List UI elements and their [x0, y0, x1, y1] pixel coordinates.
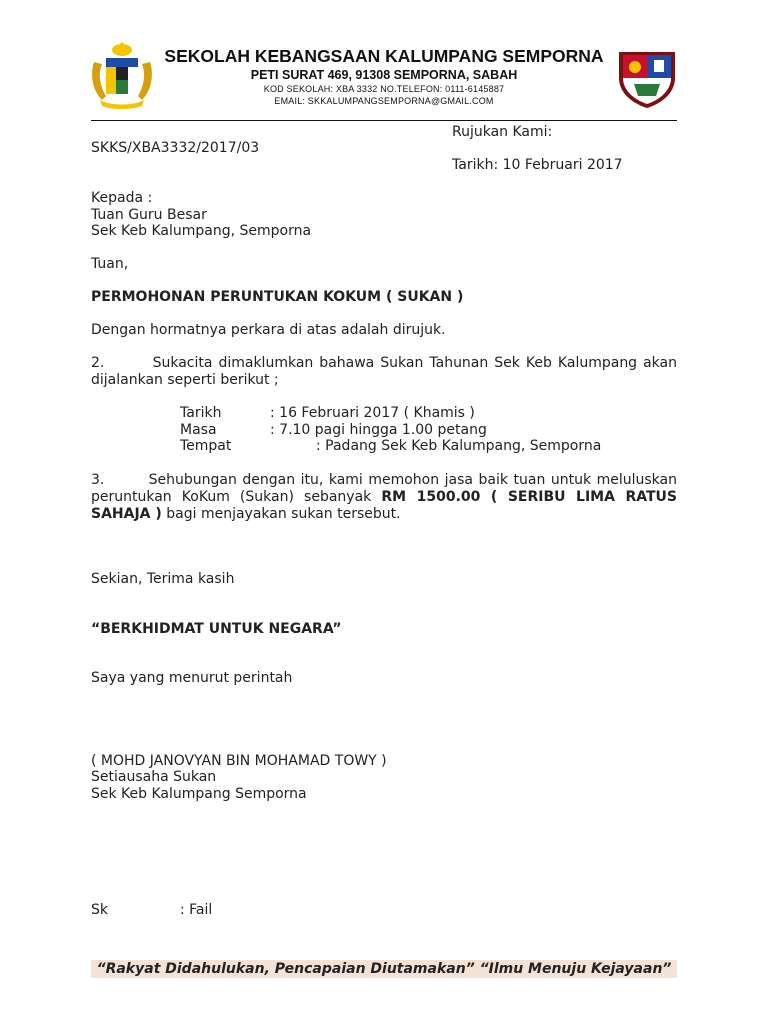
slogan: “BERKHIDMAT UNTUK NEGARA” [91, 621, 342, 637]
header-divider [91, 120, 677, 121]
school-address: PETI SURAT 469, 91308 SEMPORNA, SABAH [250, 68, 518, 82]
letter-date: Tarikh: 10 Februari 2017 [452, 157, 623, 173]
order-text: Saya yang menurut perintah [91, 670, 293, 686]
signer-org: Sek Keb Kalumpang Semporna [91, 786, 307, 802]
school-codes: KOD SEKOLAH: XBA 3332 NO.TELEFON: 0111-6145887 [263, 84, 505, 94]
paragraph-3-line-2: peruntukan KoKum (Sukan) sebanyak RM 1500.00 ( SERIBU LIMA RATUS [91, 489, 677, 505]
amount-text: RM 1500.00 ( SERIBU LIMA RATUS [381, 489, 677, 505]
signer-name: ( MOHD JANOVYAN BIN MOHAMAD TOWY ) [91, 753, 387, 769]
amount-words-end: SAHAJA ) [91, 506, 162, 522]
recipient-label: Kepada : [91, 190, 153, 206]
footer-motto: “Rakyat Didahulukan, Pencapaian Diutamakan” “Ilmu Menuju Kejayaan” [91, 960, 677, 978]
detail-label-date: Tarikh [180, 405, 222, 421]
recipient-name: Tuan Guru Besar [91, 207, 207, 223]
school-name: SEKOLAH KEBANGSAAN KALUMPANG SEMPORNA [164, 46, 604, 66]
letter-subject: PERMOHONAN PERUNTUKAN KOKUM ( SUKAN ) [91, 289, 464, 305]
closing-text: Sekian, Terima kasih [91, 571, 235, 587]
reference-number: SKKS/XBA3332/2017/03 [91, 140, 260, 156]
school-email: EMAIL: SKKALUMPANGSEMPORNA@GMAIL.COM [274, 96, 494, 106]
signer-title: Setiausaha Sukan [91, 769, 217, 785]
paragraph-3-line-3: SAHAJA ) bagi menjayakan sukan tersebut. [91, 506, 401, 522]
detail-label-time: Masa [180, 422, 217, 438]
cc-label: Sk [91, 902, 108, 918]
salutation: Tuan, [91, 256, 129, 272]
paragraph-2-line-1: 2. Sukacita dimaklumkan bahawa Sukan Tahunan Sek Keb Kalumpang akan [91, 355, 677, 371]
intro-paragraph: Dengan hormatnya perkara di atas adalah dirujuk. [91, 322, 446, 338]
paragraph-2-line-2: dijalankan seperti berikut ; [91, 372, 279, 388]
detail-value-place: : Padang Sek Keb Kalumpang, Semporna [316, 438, 602, 454]
paragraph-3-line-1: 3. Sehubungan dengan itu, kami memohon jasa baik tuan untuk meluluskan [91, 472, 677, 488]
recipient-org: Sek Keb Kalumpang, Semporna [91, 223, 312, 239]
reference-label: Rujukan Kami: [452, 124, 553, 140]
detail-value-date: : 16 Februari 2017 ( Khamis ) [270, 405, 475, 421]
cc-value: : Fail [180, 902, 213, 918]
detail-value-time: : 7.10 pagi hingga 1.00 petang [270, 422, 487, 438]
detail-label-place: Tempat [180, 438, 232, 454]
